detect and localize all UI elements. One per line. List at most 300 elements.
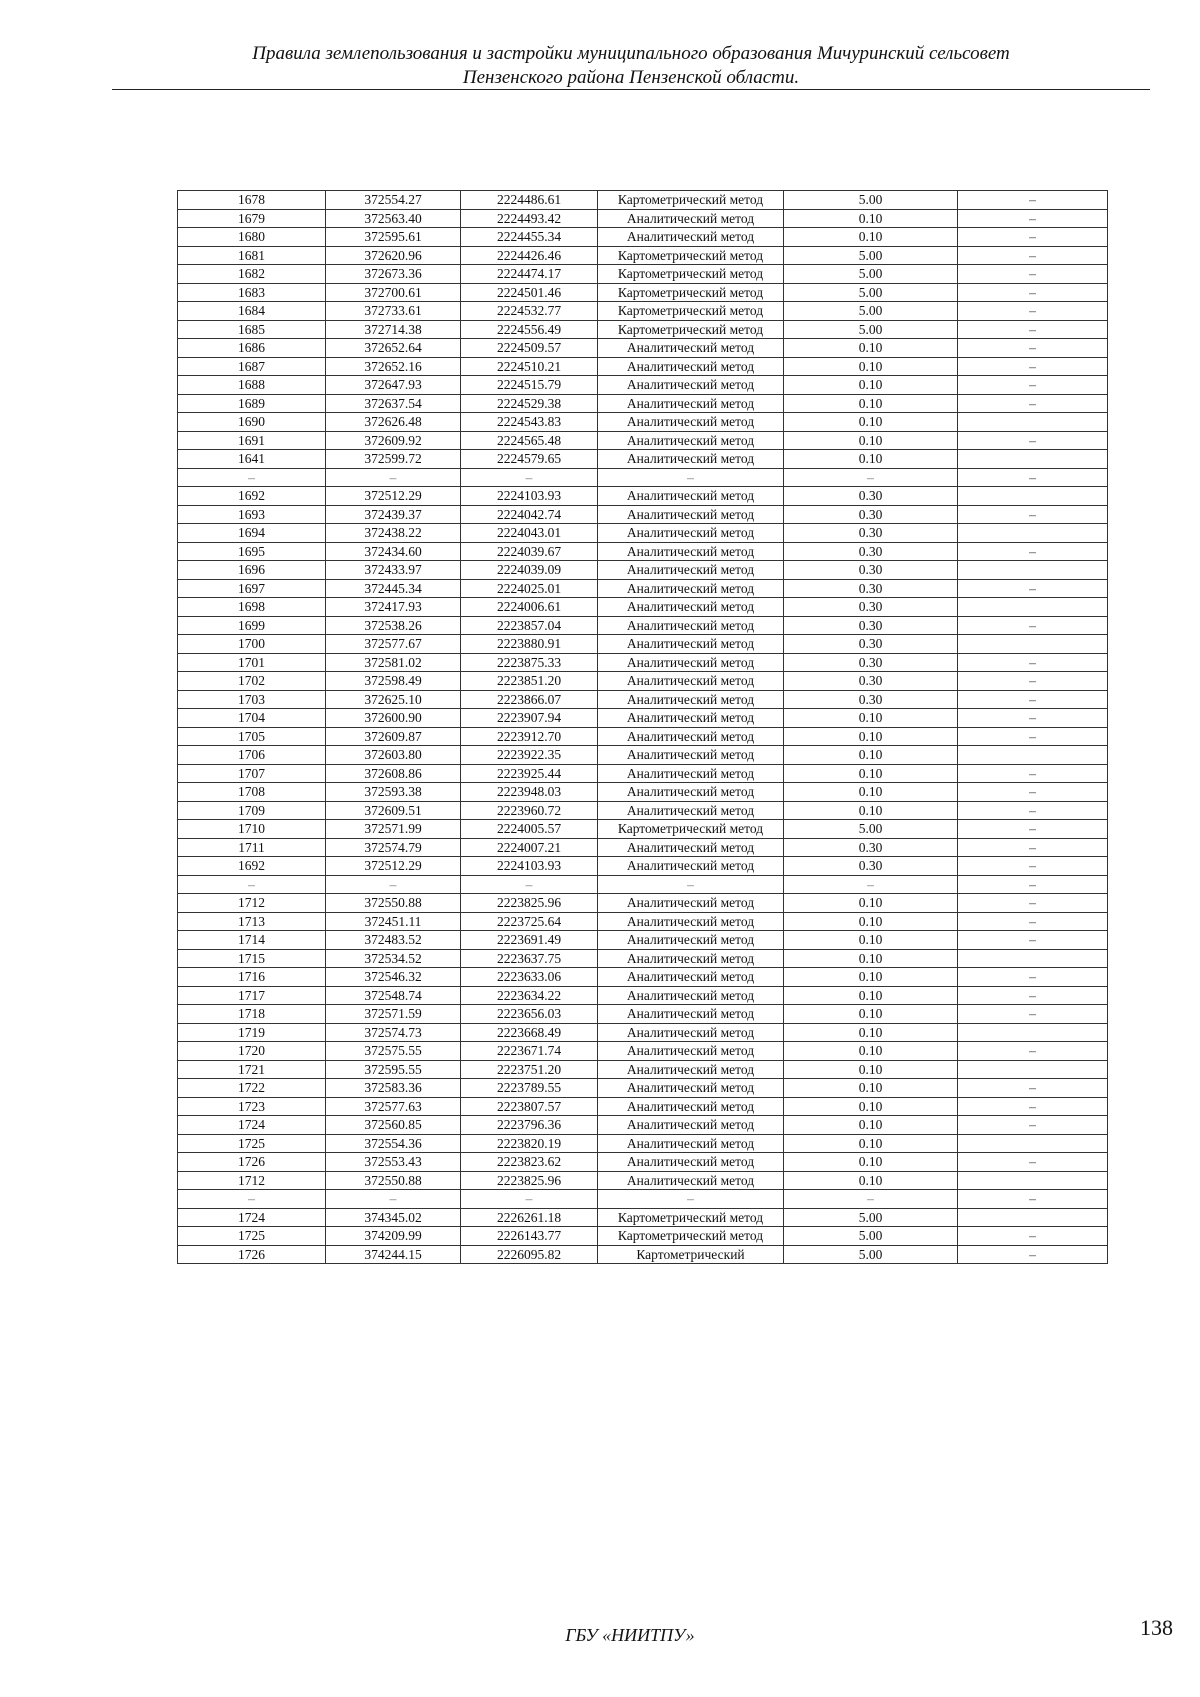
- x-coordinate-cell: 372620.96: [326, 246, 461, 265]
- y-coordinate-cell: 2224565.48: [461, 431, 598, 450]
- description-cell: [958, 1171, 1108, 1190]
- table-row: [178, 376, 1108, 395]
- y-coordinate-cell: 2224025.01: [461, 579, 598, 598]
- description-cell: [958, 450, 1108, 469]
- method-cell: Аналитический метод: [598, 228, 784, 247]
- description-cell: –: [958, 894, 1108, 913]
- description-cell: –: [958, 783, 1108, 802]
- accuracy-cell: 0.10: [784, 1171, 958, 1190]
- description-cell: –: [958, 394, 1108, 413]
- accuracy-cell: 5.00: [784, 1208, 958, 1227]
- table-row: [178, 1079, 1108, 1098]
- method-cell: Аналитический метод: [598, 1116, 784, 1135]
- table-row: [178, 912, 1108, 931]
- accuracy-cell: 5.00: [784, 191, 958, 210]
- point-number-cell: 1696: [178, 561, 326, 580]
- x-coordinate-cell: 374209.99: [326, 1227, 461, 1246]
- table-row: [178, 1042, 1108, 1061]
- y-coordinate-cell: 2224426.46: [461, 246, 598, 265]
- accuracy-cell: 0.10: [784, 894, 958, 913]
- description-cell: –: [958, 579, 1108, 598]
- page-header: [112, 42, 1150, 90]
- method-cell: Аналитический метод: [598, 672, 784, 691]
- y-coordinate-cell: 2224501.46: [461, 283, 598, 302]
- point-number-cell: 1691: [178, 431, 326, 450]
- y-coordinate-cell: 2223912.70: [461, 727, 598, 746]
- x-coordinate-cell: 372581.02: [326, 653, 461, 672]
- x-coordinate-cell: 372451.11: [326, 912, 461, 931]
- y-coordinate-cell: 2223820.19: [461, 1134, 598, 1153]
- y-coordinate-cell: 2224039.67: [461, 542, 598, 561]
- y-coordinate-cell: 2223633.06: [461, 968, 598, 987]
- method-cell: Аналитический метод: [598, 357, 784, 376]
- description-cell: –: [958, 505, 1108, 524]
- accuracy-cell: 5.00: [784, 320, 958, 339]
- table-row: [178, 616, 1108, 635]
- description-cell: [958, 561, 1108, 580]
- method-cell: Аналитический метод: [598, 598, 784, 617]
- y-coordinate-cell: 2223725.64: [461, 912, 598, 931]
- y-coordinate-cell: 2224529.38: [461, 394, 598, 413]
- y-coordinate-cell: 2224486.61: [461, 191, 598, 210]
- description-cell: –: [958, 931, 1108, 950]
- accuracy-cell: 0.10: [784, 431, 958, 450]
- table-row: [178, 968, 1108, 987]
- description-cell: –: [958, 209, 1108, 228]
- y-coordinate-cell: 2226261.18: [461, 1208, 598, 1227]
- point-number-cell: 1724: [178, 1116, 326, 1135]
- method-cell: Картометрический метод: [598, 302, 784, 321]
- point-number-cell: 1711: [178, 838, 326, 857]
- table-row: [178, 265, 1108, 284]
- point-number-cell: 1726: [178, 1245, 326, 1264]
- table-row: [178, 431, 1108, 450]
- description-cell: [958, 746, 1108, 765]
- y-coordinate-cell: 2224509.57: [461, 339, 598, 358]
- accuracy-cell: 0.10: [784, 1134, 958, 1153]
- point-number-cell: –: [178, 875, 326, 894]
- y-coordinate-cell: 2223922.35: [461, 746, 598, 765]
- description-cell: –: [958, 1042, 1108, 1061]
- y-coordinate-cell: 2224579.65: [461, 450, 598, 469]
- x-coordinate-cell: 372571.99: [326, 820, 461, 839]
- method-cell: Аналитический метод: [598, 783, 784, 802]
- x-coordinate-cell: 372553.43: [326, 1153, 461, 1172]
- y-coordinate-cell: 2224556.49: [461, 320, 598, 339]
- x-coordinate-cell: 372548.74: [326, 986, 461, 1005]
- y-coordinate-cell: 2223875.33: [461, 653, 598, 672]
- table-row: [178, 635, 1108, 654]
- x-coordinate-cell: 372577.67: [326, 635, 461, 654]
- point-number-cell: 1709: [178, 801, 326, 820]
- accuracy-cell: 0.30: [784, 542, 958, 561]
- x-coordinate-cell: 372445.34: [326, 579, 461, 598]
- table-row: [178, 709, 1108, 728]
- point-number-cell: 1698: [178, 598, 326, 617]
- table-row: [178, 764, 1108, 783]
- method-cell: Аналитический метод: [598, 1079, 784, 1098]
- accuracy-cell: 0.30: [784, 505, 958, 524]
- method-cell: Аналитический метод: [598, 339, 784, 358]
- method-cell: Аналитический метод: [598, 968, 784, 987]
- accuracy-cell: 0.10: [784, 912, 958, 931]
- table-row: [178, 561, 1108, 580]
- method-cell: Аналитический метод: [598, 746, 784, 765]
- x-coordinate-cell: 372538.26: [326, 616, 461, 635]
- table-row: [178, 1208, 1108, 1227]
- table-row: [178, 783, 1108, 802]
- accuracy-cell: 0.30: [784, 579, 958, 598]
- method-cell: Аналитический метод: [598, 986, 784, 1005]
- x-coordinate-cell: 372483.52: [326, 931, 461, 950]
- table-row: [178, 653, 1108, 672]
- table-row: [178, 986, 1108, 1005]
- table-row: [178, 579, 1108, 598]
- description-cell: –: [958, 302, 1108, 321]
- method-cell: Картометрический метод: [598, 246, 784, 265]
- description-cell: –: [958, 616, 1108, 635]
- x-coordinate-cell: 372439.37: [326, 505, 461, 524]
- point-number-cell: 1707: [178, 764, 326, 783]
- description-cell: –: [958, 764, 1108, 783]
- table-row: [178, 283, 1108, 302]
- x-coordinate-cell: 372598.49: [326, 672, 461, 691]
- y-coordinate-cell: 2224005.57: [461, 820, 598, 839]
- accuracy-cell: 0.10: [784, 709, 958, 728]
- accuracy-cell: 0.10: [784, 339, 958, 358]
- point-number-cell: 1702: [178, 672, 326, 691]
- accuracy-cell: 0.30: [784, 561, 958, 580]
- description-cell: [958, 413, 1108, 432]
- x-coordinate-cell: 374244.15: [326, 1245, 461, 1264]
- table-row: [178, 191, 1108, 210]
- method-cell: Аналитический метод: [598, 431, 784, 450]
- description-cell: –: [958, 709, 1108, 728]
- x-coordinate-cell: 372417.93: [326, 598, 461, 617]
- y-coordinate-cell: 2224007.21: [461, 838, 598, 857]
- accuracy-cell: 0.30: [784, 616, 958, 635]
- accuracy-cell: 0.10: [784, 394, 958, 413]
- method-cell: Аналитический метод: [598, 579, 784, 598]
- x-coordinate-cell: –: [326, 1190, 461, 1209]
- table-row: [178, 357, 1108, 376]
- method-cell: Аналитический метод: [598, 1153, 784, 1172]
- method-cell: Картометрический: [598, 1245, 784, 1264]
- point-number-cell: 1710: [178, 820, 326, 839]
- accuracy-cell: 5.00: [784, 1245, 958, 1264]
- method-cell: Аналитический метод: [598, 394, 784, 413]
- x-coordinate-cell: 372512.29: [326, 857, 461, 876]
- table-row: [178, 1245, 1108, 1264]
- accuracy-cell: 0.10: [784, 1023, 958, 1042]
- method-cell: Аналитический метод: [598, 209, 784, 228]
- x-coordinate-cell: 372512.29: [326, 487, 461, 506]
- method-cell: Аналитический метод: [598, 1134, 784, 1153]
- method-cell: –: [598, 1190, 784, 1209]
- y-coordinate-cell: 2223796.36: [461, 1116, 598, 1135]
- accuracy-cell: 0.10: [784, 783, 958, 802]
- y-coordinate-cell: 2223851.20: [461, 672, 598, 691]
- method-cell: Картометрический метод: [598, 191, 784, 210]
- description-cell: –: [958, 542, 1108, 561]
- point-number-cell: 1712: [178, 894, 326, 913]
- accuracy-cell: 0.10: [784, 968, 958, 987]
- point-number-cell: 1686: [178, 339, 326, 358]
- table-row: [178, 505, 1108, 524]
- x-coordinate-cell: 372625.10: [326, 690, 461, 709]
- method-cell: Аналитический метод: [598, 1042, 784, 1061]
- table-row: [178, 1134, 1108, 1153]
- method-cell: Аналитический метод: [598, 912, 784, 931]
- x-coordinate-cell: 372593.38: [326, 783, 461, 802]
- accuracy-cell: 5.00: [784, 1227, 958, 1246]
- y-coordinate-cell: 2224103.93: [461, 857, 598, 876]
- table-row: [178, 1116, 1108, 1135]
- y-coordinate-cell: 2223751.20: [461, 1060, 598, 1079]
- y-coordinate-cell: 2223637.75: [461, 949, 598, 968]
- y-coordinate-cell: 2223789.55: [461, 1079, 598, 1098]
- table-row: [178, 1005, 1108, 1024]
- accuracy-cell: 0.10: [784, 764, 958, 783]
- header-line-1: Правила землепользования и застройки муниципального образования Мичуринский сельсовет: [252, 43, 1010, 64]
- table-row: [178, 931, 1108, 950]
- table-row: [178, 450, 1108, 469]
- description-cell: –: [958, 191, 1108, 210]
- point-number-cell: 1721: [178, 1060, 326, 1079]
- y-coordinate-cell: 2223948.03: [461, 783, 598, 802]
- accuracy-cell: 0.10: [784, 376, 958, 395]
- x-coordinate-cell: 372560.85: [326, 1116, 461, 1135]
- table-row: [178, 1097, 1108, 1116]
- method-cell: Аналитический метод: [598, 450, 784, 469]
- method-cell: Аналитический метод: [598, 413, 784, 432]
- accuracy-cell: 0.10: [784, 801, 958, 820]
- accuracy-cell: 5.00: [784, 265, 958, 284]
- accuracy-cell: 0.10: [784, 1060, 958, 1079]
- x-coordinate-cell: 372714.38: [326, 320, 461, 339]
- x-coordinate-cell: 372609.92: [326, 431, 461, 450]
- method-cell: Аналитический метод: [598, 727, 784, 746]
- table-row: [178, 690, 1108, 709]
- y-coordinate-cell: 2224532.77: [461, 302, 598, 321]
- header-line-2: Пензенского района Пензенской области.: [462, 67, 800, 88]
- point-number-cell: 1712: [178, 1171, 326, 1190]
- x-coordinate-cell: 372550.88: [326, 894, 461, 913]
- coordinates-table-body: [178, 191, 1108, 1264]
- accuracy-cell: 0.10: [784, 413, 958, 432]
- y-coordinate-cell: 2224515.79: [461, 376, 598, 395]
- x-coordinate-cell: 372603.80: [326, 746, 461, 765]
- y-coordinate-cell: 2223825.96: [461, 894, 598, 913]
- accuracy-cell: 0.10: [784, 1116, 958, 1135]
- method-cell: Аналитический метод: [598, 690, 784, 709]
- x-coordinate-cell: 372575.55: [326, 1042, 461, 1061]
- table-row: [178, 801, 1108, 820]
- y-coordinate-cell: 2223691.49: [461, 931, 598, 950]
- method-cell: –: [598, 875, 784, 894]
- description-cell: [958, 1134, 1108, 1153]
- description-cell: [958, 1023, 1108, 1042]
- y-coordinate-cell: 2223634.22: [461, 986, 598, 1005]
- point-number-cell: 1695: [178, 542, 326, 561]
- x-coordinate-cell: 372571.59: [326, 1005, 461, 1024]
- description-cell: [958, 949, 1108, 968]
- accuracy-cell: 0.10: [784, 727, 958, 746]
- x-coordinate-cell: 372609.51: [326, 801, 461, 820]
- y-coordinate-cell: 2224455.34: [461, 228, 598, 247]
- point-number-cell: 1678: [178, 191, 326, 210]
- method-cell: Аналитический метод: [598, 635, 784, 654]
- method-cell: Аналитический метод: [598, 894, 784, 913]
- x-coordinate-cell: 372626.48: [326, 413, 461, 432]
- description-cell: –: [958, 320, 1108, 339]
- x-coordinate-cell: 372438.22: [326, 524, 461, 543]
- point-number-cell: 1718: [178, 1005, 326, 1024]
- table-row: [178, 598, 1108, 617]
- x-coordinate-cell: 372700.61: [326, 283, 461, 302]
- description-cell: –: [958, 912, 1108, 931]
- point-number-cell: 1641: [178, 450, 326, 469]
- point-number-cell: 1697: [178, 579, 326, 598]
- method-cell: Аналитический метод: [598, 1005, 784, 1024]
- description-cell: –: [958, 1005, 1108, 1024]
- separator-row: [178, 468, 1108, 487]
- y-coordinate-cell: –: [461, 875, 598, 894]
- page-number: 138: [1140, 1615, 1173, 1640]
- description-cell: –: [958, 672, 1108, 691]
- table-row: [178, 746, 1108, 765]
- description-cell: –: [958, 1227, 1108, 1246]
- y-coordinate-cell: 2223807.57: [461, 1097, 598, 1116]
- table-row: [178, 228, 1108, 247]
- method-cell: Картометрический метод: [598, 820, 784, 839]
- table-row: [178, 320, 1108, 339]
- method-cell: Картометрический метод: [598, 320, 784, 339]
- point-number-cell: 1694: [178, 524, 326, 543]
- method-cell: Аналитический метод: [598, 561, 784, 580]
- table-row: [178, 672, 1108, 691]
- method-cell: Аналитический метод: [598, 542, 784, 561]
- accuracy-cell: 0.10: [784, 931, 958, 950]
- description-cell: –: [958, 968, 1108, 987]
- accuracy-cell: 0.30: [784, 690, 958, 709]
- description-cell: –: [958, 690, 1108, 709]
- method-cell: Аналитический метод: [598, 1171, 784, 1190]
- point-number-cell: 1688: [178, 376, 326, 395]
- description-cell: –: [958, 357, 1108, 376]
- description-cell: –: [958, 1190, 1108, 1209]
- point-number-cell: 1717: [178, 986, 326, 1005]
- method-cell: Аналитический метод: [598, 376, 784, 395]
- description-cell: –: [958, 875, 1108, 894]
- method-cell: Картометрический метод: [598, 1227, 784, 1246]
- y-coordinate-cell: 2223671.74: [461, 1042, 598, 1061]
- y-coordinate-cell: 2223656.03: [461, 1005, 598, 1024]
- method-cell: Аналитический метод: [598, 931, 784, 950]
- x-coordinate-cell: 372652.64: [326, 339, 461, 358]
- table-row: [178, 820, 1108, 839]
- table-row: [178, 542, 1108, 561]
- table-row: [178, 1060, 1108, 1079]
- table-row: [178, 1023, 1108, 1042]
- description-cell: –: [958, 986, 1108, 1005]
- x-coordinate-cell: 372600.90: [326, 709, 461, 728]
- point-number-cell: –: [178, 1190, 326, 1209]
- y-coordinate-cell: 2223823.62: [461, 1153, 598, 1172]
- accuracy-cell: 0.30: [784, 598, 958, 617]
- description-cell: –: [958, 283, 1108, 302]
- description-cell: –: [958, 1116, 1108, 1135]
- description-cell: [958, 598, 1108, 617]
- coordinates-table: [177, 190, 1108, 1264]
- y-coordinate-cell: 2224042.74: [461, 505, 598, 524]
- y-coordinate-cell: 2223825.96: [461, 1171, 598, 1190]
- point-number-cell: 1720: [178, 1042, 326, 1061]
- point-number-cell: 1693: [178, 505, 326, 524]
- point-number-cell: 1680: [178, 228, 326, 247]
- y-coordinate-cell: 2223880.91: [461, 635, 598, 654]
- method-cell: Аналитический метод: [598, 1097, 784, 1116]
- point-number-cell: 1706: [178, 746, 326, 765]
- accuracy-cell: 0.10: [784, 450, 958, 469]
- description-cell: –: [958, 1153, 1108, 1172]
- accuracy-cell: 0.30: [784, 838, 958, 857]
- separator-row: [178, 875, 1108, 894]
- point-number-cell: –: [178, 468, 326, 487]
- description-cell: –: [958, 820, 1108, 839]
- table-row: [178, 246, 1108, 265]
- y-coordinate-cell: 2224493.42: [461, 209, 598, 228]
- point-number-cell: 1705: [178, 727, 326, 746]
- table-row: [178, 487, 1108, 506]
- accuracy-cell: 0.10: [784, 949, 958, 968]
- point-number-cell: 1685: [178, 320, 326, 339]
- x-coordinate-cell: 372647.93: [326, 376, 461, 395]
- point-number-cell: 1684: [178, 302, 326, 321]
- x-coordinate-cell: 372599.72: [326, 450, 461, 469]
- description-cell: –: [958, 376, 1108, 395]
- description-cell: –: [958, 265, 1108, 284]
- method-cell: Аналитический метод: [598, 505, 784, 524]
- table-row: [178, 524, 1108, 543]
- method-cell: –: [598, 468, 784, 487]
- method-cell: Аналитический метод: [598, 709, 784, 728]
- point-number-cell: 1700: [178, 635, 326, 654]
- accuracy-cell: 0.10: [784, 1153, 958, 1172]
- description-cell: –: [958, 246, 1108, 265]
- description-cell: [958, 635, 1108, 654]
- method-cell: Аналитический метод: [598, 524, 784, 543]
- accuracy-cell: 0.30: [784, 857, 958, 876]
- y-coordinate-cell: 2224510.21: [461, 357, 598, 376]
- point-number-cell: 1689: [178, 394, 326, 413]
- accuracy-cell: 5.00: [784, 302, 958, 321]
- accuracy-cell: 5.00: [784, 283, 958, 302]
- point-number-cell: 1703: [178, 690, 326, 709]
- point-number-cell: 1687: [178, 357, 326, 376]
- table-row: [178, 1227, 1108, 1246]
- description-cell: –: [958, 431, 1108, 450]
- x-coordinate-cell: 374345.02: [326, 1208, 461, 1227]
- point-number-cell: 1726: [178, 1153, 326, 1172]
- point-number-cell: 1708: [178, 783, 326, 802]
- method-cell: Картометрический метод: [598, 265, 784, 284]
- table-row: [178, 209, 1108, 228]
- y-coordinate-cell: 2223866.07: [461, 690, 598, 709]
- description-cell: [958, 1060, 1108, 1079]
- y-coordinate-cell: 2226095.82: [461, 1245, 598, 1264]
- accuracy-cell: 0.10: [784, 357, 958, 376]
